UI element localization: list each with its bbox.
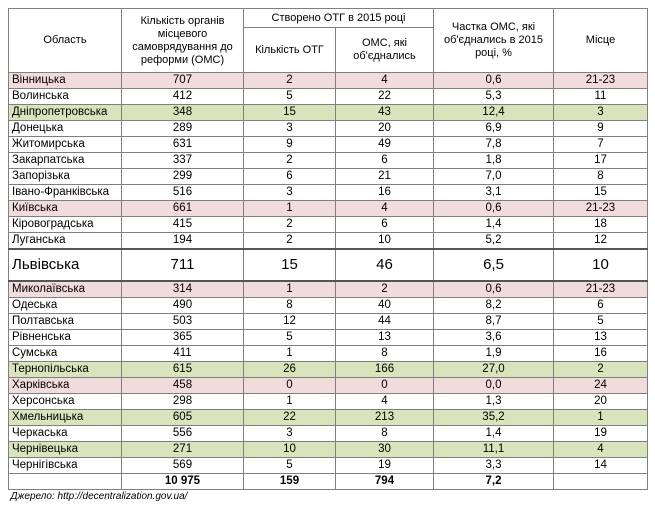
region-name-cell: Волинська (9, 89, 122, 105)
share-percent-cell: 27,0 (434, 362, 554, 378)
oms-count-cell: 661 (122, 201, 244, 217)
oms-count-cell: 415 (122, 217, 244, 233)
oms-count-cell: 298 (122, 394, 244, 410)
share-percent-cell: 8,2 (434, 298, 554, 314)
oms-count-cell: 299 (122, 169, 244, 185)
oms-united-cell: 6 (336, 153, 434, 169)
share-percent-cell: 0,6 (434, 73, 554, 89)
otg-table (8, 8, 648, 504)
table-row (9, 442, 648, 458)
oms-united-cell: 8 (336, 426, 434, 442)
region-name-cell: Харківська (9, 378, 122, 394)
oms-count-cell: 314 (122, 281, 244, 298)
oms-united-cell: 40 (336, 298, 434, 314)
table-container (8, 8, 647, 504)
oms-united-cell: 4 (336, 394, 434, 410)
place-cell: 4 (554, 442, 648, 458)
share-percent-cell: 12,4 (434, 105, 554, 121)
oms-count-cell: 516 (122, 185, 244, 201)
table-row (9, 458, 648, 474)
header-created-group: Створено ОТГ в 2015 році (244, 9, 434, 28)
region-name-cell: Закарпатська (9, 153, 122, 169)
table-body (9, 73, 648, 474)
otg-count-cell: 1 (244, 281, 336, 298)
otg-count-cell: 15 (244, 105, 336, 121)
oms-united-cell: 0 (336, 378, 434, 394)
oms-united-cell: 4 (336, 73, 434, 89)
otg-count-cell: 6 (244, 169, 336, 185)
oms-count-cell: 337 (122, 153, 244, 169)
share-percent-cell: 7,0 (434, 169, 554, 185)
table-row (9, 121, 648, 137)
oms-united-cell: 10 (336, 233, 434, 250)
region-name-cell: Чернівецька (9, 442, 122, 458)
otg-count-cell: 5 (244, 330, 336, 346)
share-percent-cell: 5,3 (434, 89, 554, 105)
place-cell: 21-23 (554, 73, 648, 89)
header-place: Місце (554, 9, 648, 73)
table-row (9, 314, 648, 330)
place-cell: 14 (554, 458, 648, 474)
place-cell: 24 (554, 378, 648, 394)
oms-count-cell: 458 (122, 378, 244, 394)
oms-united-cell: 46 (336, 249, 434, 281)
table-row (9, 233, 648, 250)
place-cell: 21-23 (554, 201, 648, 217)
share-percent-cell: 1,3 (434, 394, 554, 410)
region-name-cell: Кіровоградська (9, 217, 122, 233)
share-percent-cell: 35,2 (434, 410, 554, 426)
total-share: 7,2 (434, 474, 554, 490)
otg-count-cell: 8 (244, 298, 336, 314)
table-row (9, 410, 648, 426)
total-otg: 159 (244, 474, 336, 490)
share-percent-cell: 3,6 (434, 330, 554, 346)
share-percent-cell: 3,1 (434, 185, 554, 201)
place-cell: 21-23 (554, 281, 648, 298)
source-note: Джерело: http://decentralization.gov.ua/ (10, 491, 188, 502)
total-label-cell (9, 474, 122, 490)
oms-united-cell: 6 (336, 217, 434, 233)
table-row (9, 426, 648, 442)
oms-count-cell: 605 (122, 410, 244, 426)
region-name-cell: Івано-Франківська (9, 185, 122, 201)
oms-united-cell: 49 (336, 137, 434, 153)
oms-count-cell: 711 (122, 249, 244, 281)
table-row (9, 281, 648, 298)
source-row (9, 490, 648, 505)
header-otg-count: Кількість ОТГ (244, 28, 336, 73)
oms-united-cell: 166 (336, 362, 434, 378)
table-row (9, 89, 648, 105)
place-cell: 13 (554, 330, 648, 346)
region-name-cell: Вінницька (9, 73, 122, 89)
place-cell: 8 (554, 169, 648, 185)
place-cell: 12 (554, 233, 648, 250)
oms-united-cell: 30 (336, 442, 434, 458)
oms-count-cell: 289 (122, 121, 244, 137)
region-name-cell: Тернопільська (9, 362, 122, 378)
table-row (9, 169, 648, 185)
table-row (9, 185, 648, 201)
table-row (9, 330, 648, 346)
share-percent-cell: 11,1 (434, 442, 554, 458)
share-percent-cell: 1,4 (434, 217, 554, 233)
oms-count-cell: 556 (122, 426, 244, 442)
place-cell: 3 (554, 105, 648, 121)
oms-united-cell: 22 (336, 89, 434, 105)
otg-count-cell: 22 (244, 410, 336, 426)
share-percent-cell: 0,0 (434, 378, 554, 394)
place-cell: 19 (554, 426, 648, 442)
share-percent-cell: 3,3 (434, 458, 554, 474)
header-share: Частка ОМС, які об'єднались в 2015 році, % (434, 9, 554, 73)
region-name-cell: Київська (9, 201, 122, 217)
place-cell: 10 (554, 249, 648, 281)
oms-count-cell: 194 (122, 233, 244, 250)
oms-count-cell: 490 (122, 298, 244, 314)
share-percent-cell: 8,7 (434, 314, 554, 330)
share-percent-cell: 6,5 (434, 249, 554, 281)
table-row (9, 298, 648, 314)
oms-count-cell: 615 (122, 362, 244, 378)
table-row (9, 105, 648, 121)
oms-united-cell: 4 (336, 201, 434, 217)
share-percent-cell: 7,8 (434, 137, 554, 153)
region-name-cell: Донецька (9, 121, 122, 137)
otg-count-cell: 2 (244, 233, 336, 250)
oms-count-cell: 503 (122, 314, 244, 330)
share-percent-cell: 6,9 (434, 121, 554, 137)
table-row (9, 153, 648, 169)
otg-count-cell: 26 (244, 362, 336, 378)
table-row (9, 201, 648, 217)
table-row (9, 346, 648, 362)
table-row (9, 217, 648, 233)
header-oms-united: ОМС, які об'єднались (336, 28, 434, 73)
table-row (9, 378, 648, 394)
place-cell: 1 (554, 410, 648, 426)
total-oms: 10 975 (122, 474, 244, 490)
place-cell: 16 (554, 346, 648, 362)
table-row (9, 73, 648, 89)
oms-count-cell: 271 (122, 442, 244, 458)
region-name-cell: Сумська (9, 346, 122, 362)
oms-united-cell: 44 (336, 314, 434, 330)
region-name-cell: Дніпропетровська (9, 105, 122, 121)
share-percent-cell: 1,8 (434, 153, 554, 169)
share-percent-cell: 0,6 (434, 201, 554, 217)
otg-count-cell: 2 (244, 217, 336, 233)
region-name-cell: Черкаська (9, 426, 122, 442)
oms-count-cell: 631 (122, 137, 244, 153)
region-name-cell: Миколаївська (9, 281, 122, 298)
otg-count-cell: 12 (244, 314, 336, 330)
place-cell: 11 (554, 89, 648, 105)
otg-count-cell: 1 (244, 394, 336, 410)
table-row (9, 137, 648, 153)
otg-count-cell: 5 (244, 458, 336, 474)
otg-count-cell: 15 (244, 249, 336, 281)
oms-united-cell: 20 (336, 121, 434, 137)
region-name-cell: Луганська (9, 233, 122, 250)
region-name-cell: Рівненська (9, 330, 122, 346)
otg-count-cell: 1 (244, 346, 336, 362)
total-united: 794 (336, 474, 434, 490)
region-name-cell: Одеська (9, 298, 122, 314)
oms-count-cell: 365 (122, 330, 244, 346)
share-percent-cell: 1,9 (434, 346, 554, 362)
oms-united-cell: 13 (336, 330, 434, 346)
oms-count-cell: 411 (122, 346, 244, 362)
otg-count-cell: 9 (244, 137, 336, 153)
share-percent-cell: 5,2 (434, 233, 554, 250)
region-name-cell: Чернігівська (9, 458, 122, 474)
oms-count-cell: 348 (122, 105, 244, 121)
region-name-cell: Запорізька (9, 169, 122, 185)
oms-united-cell: 2 (336, 281, 434, 298)
otg-count-cell: 3 (244, 426, 336, 442)
otg-count-cell: 3 (244, 121, 336, 137)
oms-united-cell: 21 (336, 169, 434, 185)
oms-united-cell: 19 (336, 458, 434, 474)
otg-count-cell: 10 (244, 442, 336, 458)
otg-count-cell: 2 (244, 153, 336, 169)
region-name-cell: Хмельницька (9, 410, 122, 426)
table-row (9, 249, 648, 281)
place-cell: 7 (554, 137, 648, 153)
region-name-cell: Полтавська (9, 314, 122, 330)
place-cell: 5 (554, 314, 648, 330)
total-row (9, 474, 648, 490)
share-percent-cell: 0,6 (434, 281, 554, 298)
header-oms-count: Кількість органів місцевого самоврядування до реформи (ОМС) (122, 9, 244, 73)
total-place (554, 474, 648, 490)
place-cell: 18 (554, 217, 648, 233)
place-cell: 9 (554, 121, 648, 137)
place-cell: 20 (554, 394, 648, 410)
place-cell: 2 (554, 362, 648, 378)
oms-united-cell: 8 (336, 346, 434, 362)
share-percent-cell: 1,4 (434, 426, 554, 442)
place-cell: 17 (554, 153, 648, 169)
header-region: Область (9, 9, 122, 73)
oms-united-cell: 16 (336, 185, 434, 201)
otg-count-cell: 3 (244, 185, 336, 201)
place-cell: 6 (554, 298, 648, 314)
oms-count-cell: 569 (122, 458, 244, 474)
oms-count-cell: 412 (122, 89, 244, 105)
table-row (9, 362, 648, 378)
region-name-cell: Львівська (9, 249, 122, 281)
place-cell: 15 (554, 185, 648, 201)
otg-count-cell: 0 (244, 378, 336, 394)
table-row (9, 394, 648, 410)
region-name-cell: Херсонська (9, 394, 122, 410)
oms-united-cell: 213 (336, 410, 434, 426)
otg-count-cell: 2 (244, 73, 336, 89)
oms-united-cell: 43 (336, 105, 434, 121)
oms-count-cell: 707 (122, 73, 244, 89)
otg-count-cell: 5 (244, 89, 336, 105)
otg-count-cell: 1 (244, 201, 336, 217)
region-name-cell: Житомирська (9, 137, 122, 153)
